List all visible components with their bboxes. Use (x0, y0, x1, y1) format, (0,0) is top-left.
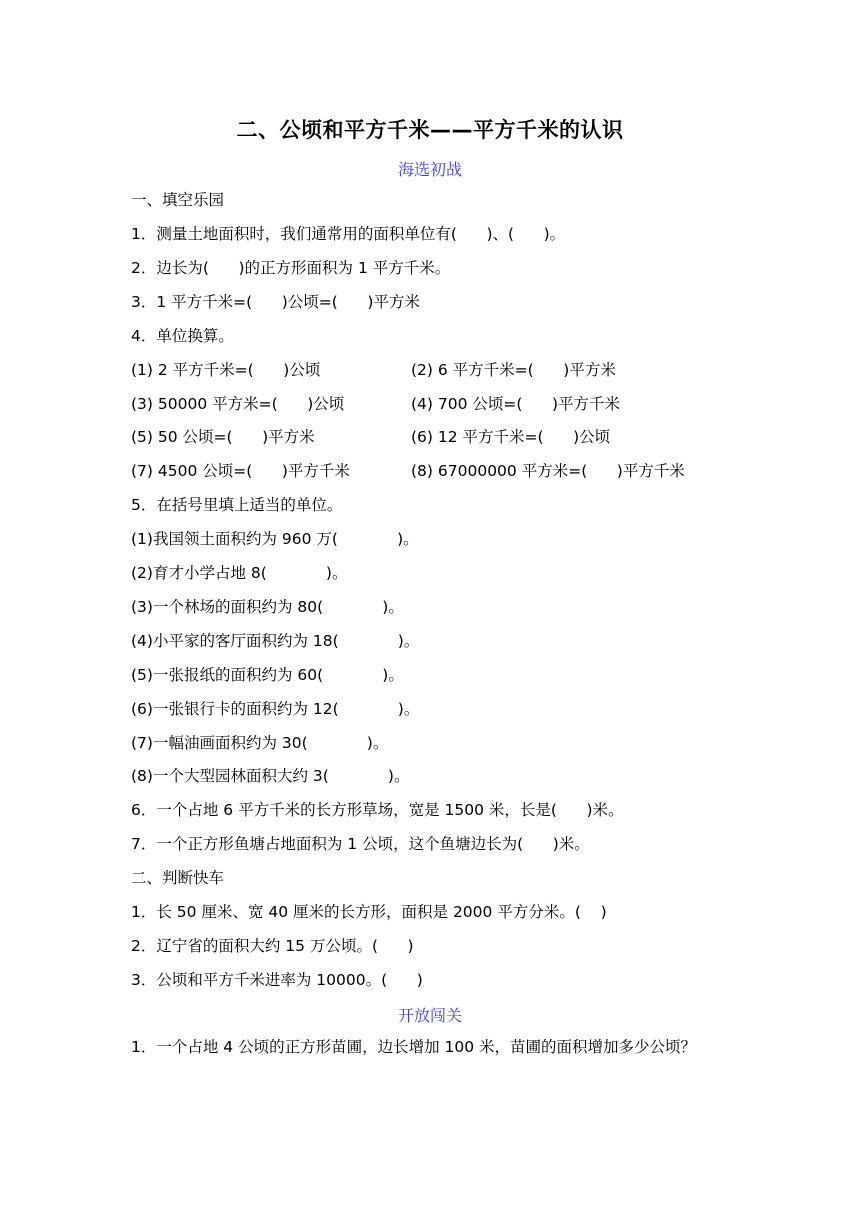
conversion-item: (6) 12 平方千米=( )公顷 (411, 428, 611, 446)
question-1: 1．测量土地面积时，我们通常用的面积单位有( )、( )。 (131, 225, 566, 243)
section1-heading: 一、填空乐园 (131, 191, 225, 209)
unit-item: (2)育才小学占地 8( )。 (131, 564, 348, 582)
judgement-item: 3．公顷和平方千米进率为 10000。( ) (131, 971, 423, 989)
conversion-item: (4) 700 公顷=( )平方千米 (411, 395, 621, 413)
unit-item: (8)一个大型园林面积大约 3( )。 (131, 767, 410, 785)
judgement-item: 2．辽宁省的面积大约 15 万公顷。( ) (131, 937, 414, 955)
unit-item: (6)一张银行卡的面积约为 12( )。 (131, 700, 420, 718)
question-3: 3．1 平方千米=( )公顷=( )平方米 (131, 293, 420, 311)
unit-item: (3)一个林场的面积约为 80( )。 (131, 598, 404, 616)
question-5: 5．在括号里填上适当的单位。 (131, 496, 343, 514)
conversion-item: (7) 4500 公顷=( )平方千米 (131, 462, 350, 480)
open-question-1: 1．一个占地 4 公顷的正方形苗圃，边长增加 100 米，苗圃的面积增加多少公顷？ (131, 1038, 697, 1056)
conversion-item: (2) 6 平方千米=( )平方米 (411, 361, 616, 379)
section2-heading: 二、判断快车 (131, 869, 225, 887)
unit-item: (7)一幅油画面积约为 30( )。 (131, 734, 389, 752)
subheading-level1: 海选初战 (397, 160, 462, 179)
question-2: 2．边长为( )的正方形面积为 1 平方千米。 (131, 259, 451, 277)
conversion-item: (5) 50 公顷=( )平方米 (131, 428, 315, 446)
judgement-item: 1．长 50 厘米、宽 40 厘米的长方形，面积是 2000 平方分米。( ) (131, 903, 607, 921)
page-title: 二、公顷和平方千米——平方千米的认识 (236, 118, 624, 142)
question-6: 6．一个占地 6 平方千米的长方形草场，宽是 1500 米，长是( )米。 (131, 801, 624, 819)
unit-item: (4)小平家的客厅面积约为 18( )。 (131, 632, 420, 650)
conversion-item: (8) 67000000 平方米=( )平方千米 (411, 462, 685, 480)
conversion-item: (3) 50000 平方米=( )公顷 (131, 395, 345, 413)
subheading-level2: 开放闯关 (397, 1006, 462, 1025)
question-7: 7．一个正方形鱼塘占地面积为 1 公顷，这个鱼塘边长为( )米。 (131, 835, 590, 853)
conversion-item: (1) 2 平方千米=( )公顷 (131, 361, 321, 379)
question-4: 4．单位换算。 (131, 327, 234, 345)
unit-item: (5)一张报纸的面积约为 60( )。 (131, 666, 404, 684)
unit-item: (1)我国领土面积约为 960 万( )。 (131, 530, 419, 548)
